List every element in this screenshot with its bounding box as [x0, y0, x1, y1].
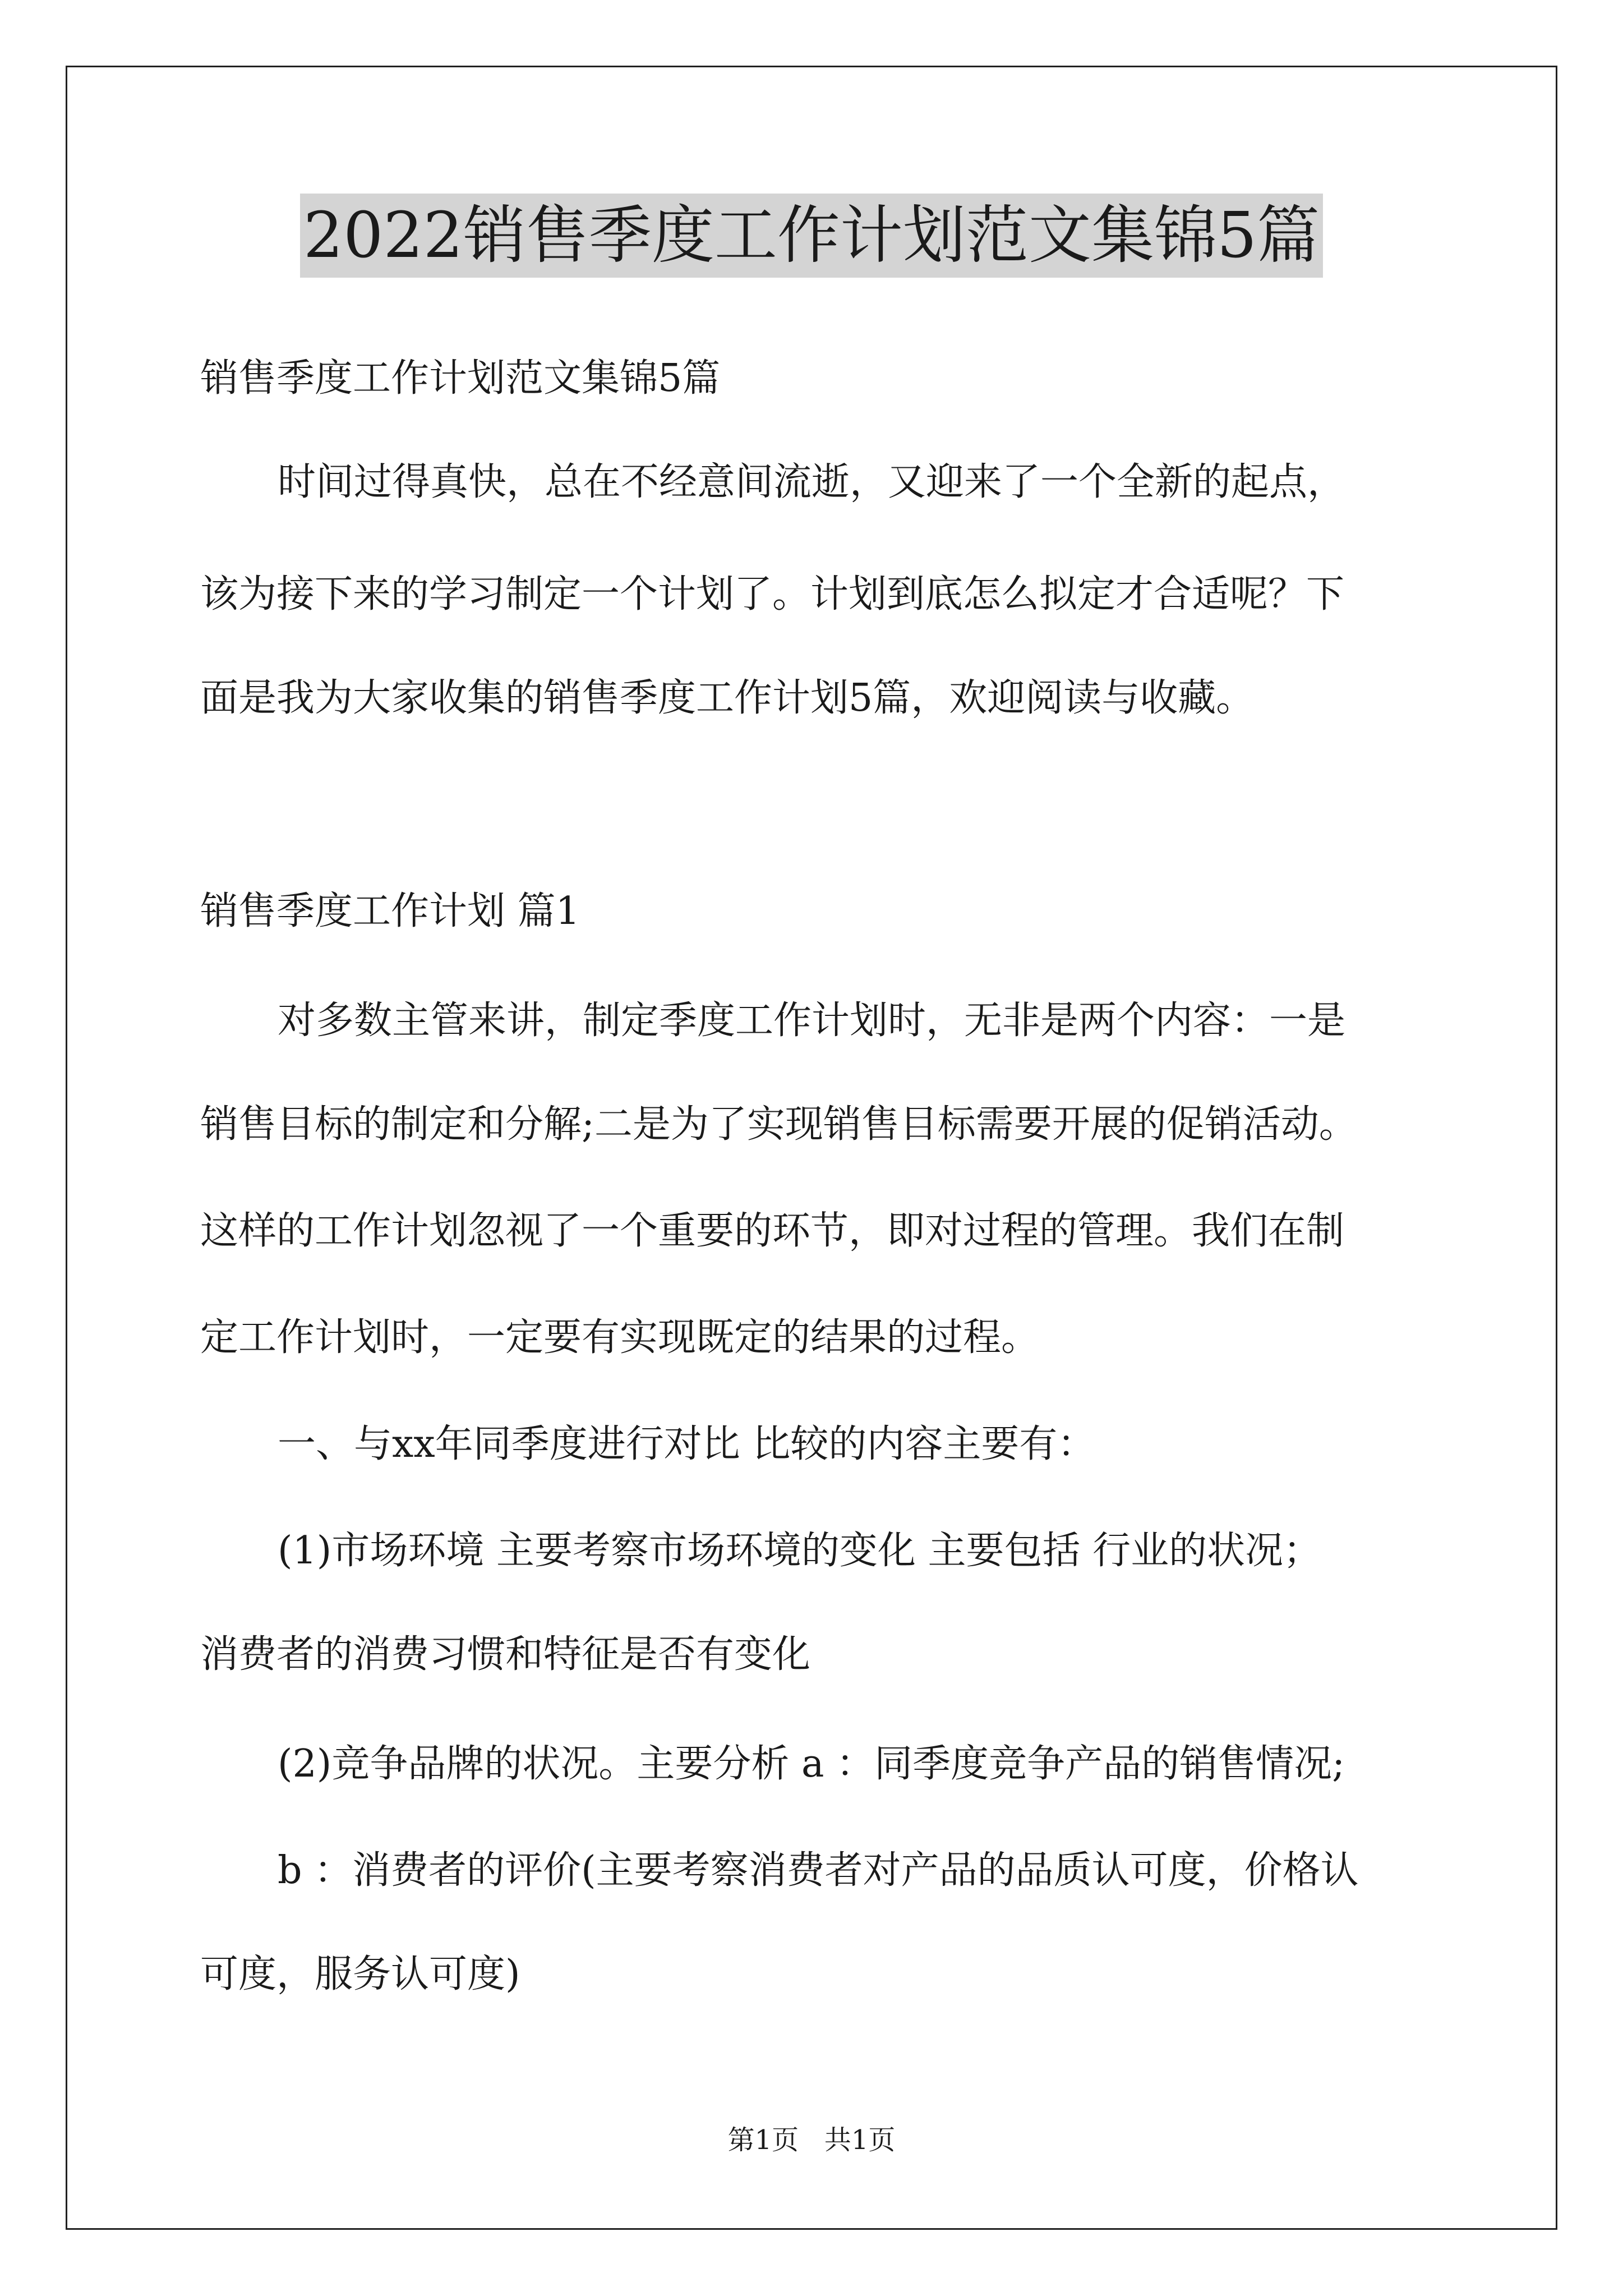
- document-title: 2022销售季度工作计划范文集锦5篇: [300, 194, 1323, 278]
- intro-line-1: 时间过得真快，总在不经意间流逝，又迎来了一个全新的起点，: [278, 460, 1346, 504]
- paragraph-line: 销售目标的制定和分解;二是为了实现销售目标需要开展的促销活动。: [200, 1102, 1357, 1147]
- list-item-1-line: 消费者的消费习惯和特征是否有变化: [200, 1632, 811, 1677]
- subtitle-line: 销售季度工作计划范文集锦5篇: [200, 356, 721, 401]
- list-item-2-line: b ：消费者的评价(主要考察消费者对产品的品质认可度，价格认: [278, 1848, 1359, 1893]
- page-number-footer: 第1页 共1页: [727, 2124, 896, 2156]
- intro-line-2: 该为接下来的学习制定一个计划了。计划到底怎么拟定才合适呢？下: [200, 572, 1345, 616]
- intro-line-3: 面是我为大家收集的销售季度工作计划5篇，欢迎阅读与收藏。: [200, 676, 1255, 720]
- paragraph-line: 这样的工作计划忽视了一个重要的环节，即对过程的管理。我们在制: [200, 1209, 1345, 1253]
- title-block: [0, 194, 1623, 278]
- list-heading: 一、与xx年同季度进行对比 比较的内容主要有：: [278, 1422, 1096, 1466]
- list-item-1-line: (1)市场环境 主要考察市场环境的变化 主要包括 行业的状况；: [278, 1529, 1322, 1573]
- list-item-2-line: (2)竞争品牌的状况。主要分析 a ：同季度竞争产品的销售情况;: [278, 1742, 1345, 1786]
- list-item-2-line: 可度，服务认可度): [200, 1952, 520, 1996]
- section-heading: 销售季度工作计划 篇1: [200, 889, 580, 933]
- paragraph-line: 对多数主管来讲，制定季度工作计划时，无非是两个内容：一是: [278, 999, 1346, 1043]
- paragraph-line: 定工作计划时，一定要有实现既定的结果的过程。: [200, 1315, 1040, 1360]
